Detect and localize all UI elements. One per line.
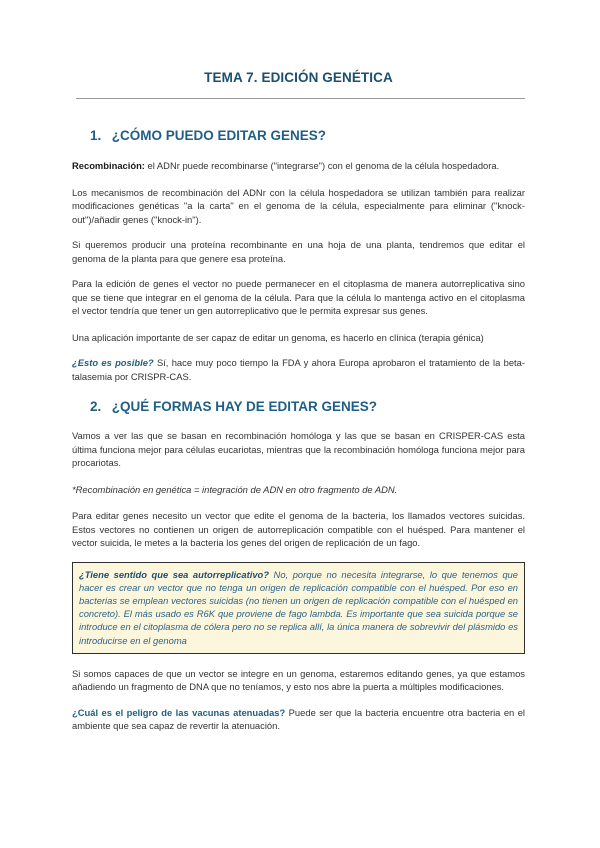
paragraph-esto-es-posible: ¿Esto es posible? Sí, hace muy poco tiempo la FDA y ahora Europa aprobaron el tratamiento de la beta-talasemia por CRISPR-CAS. (72, 357, 525, 382)
section-1-title: ¿CÓMO PUEDO EDITAR GENES? (111, 128, 327, 143)
paragraph-proteina-recombinante: Si queremos producir una proteína recombinante en una hoja de una planta, tendremos que editar el genoma de la planta para que genere esa proteína. (72, 239, 525, 264)
page-title: TEMA 7. EDICIÓN GENÉTICA (204, 70, 393, 85)
section-2-title: ¿QUÉ FORMAS HAY DE EDITAR GENES? (111, 399, 378, 414)
title-divider (76, 98, 525, 99)
question-label: ¿Esto es posible? (72, 357, 154, 368)
paragraph-formas-editar: Vamos a ver las que se basan en recombinación homóloga y las que se basan en CRISPER-CAS esta última funciona mejor para células eucariotas, mientras que la recombinación homóloga funciona mejor para procariotas. (72, 430, 525, 468)
paragraph-aplicacion-clinica: Una aplicación importante de ser capaz de editar un genoma, es hacerlo en clínica (terapia génica) (72, 331, 484, 343)
paragraph-recombinacion: Recombinación: el ADNr puede recombinarse ("integrarse") con el genoma de la célula hospedadora. (72, 160, 500, 171)
section-2-heading (72, 399, 525, 414)
paragraph-integracion-genoma: Si somos capaces de que un vector se integre en un genoma, estaremos editando genes, ya que estamos añadiendo un fragmento de DNA que no teníamos, y esto nos abre la puerta a múltiples modificaciones. (72, 667, 525, 693)
section-2-number: 2. (90, 399, 102, 414)
question-label-vacunas: ¿Cuál es el peligro de las vacunas atenuadas? (72, 706, 286, 718)
paragraph-edicion-genes: Para la edición de genes el vector no puede permanecer en el citoplasma de manera autorreplicativa sino que se tiene que integrar en el genoma de la célula. Para que la célula lo mantenga activo en el citoplasma el vector tendría que tener un gen autorreplicativo que le permita expresar sus genes. (72, 278, 525, 316)
section-1-number: 1. (90, 128, 102, 143)
section-1-heading (72, 128, 525, 143)
term-label: Recombinación: (72, 160, 145, 171)
paragraph-vectores-suicidas: Para editar genes necesito un vector que edite el genoma de la bacteria, los llamados vectores suicidas. Estos vectores no contienen un origen de autorreplicación compatible con el huésped. Para mantener el vector suicida, le metes a la bacteria los genes del origen de replicación de un fago. (72, 510, 525, 548)
paragraph-vacunas-atenuadas: ¿Cuál es el peligro de las vacunas atenuadas? Puede ser que la bacteria encuentre otra bacteria en el ambiente que sea capaz de revertir la atenuación. (72, 706, 525, 732)
paragraph-mecanismos: Los mecanismos de recombinación del ADNr con la célula hospedadora se utilizan también para realizar modificaciones genéticas "a la carta" en el genoma de la célula, especialmente para eliminar ("knock-out")/añadir genes ("knock-in"). (72, 186, 525, 225)
paragraph-nota-recombinacion: *Recombinación en genética = integración de ADN en otro fragmento de ADN. (72, 483, 398, 495)
highlight-callout-box (72, 562, 525, 654)
callout-question: ¿Tiene sentido que sea autorreplicativo? (79, 568, 269, 580)
callout-text: ¿Tiene sentido que sea autorreplicativo? No, porque no necesita integrarse, lo que tenemos que hacer es crear un vector que no tenga un origen de replicación compatible con el huésped. Por eso en bacterias se emplean vectores suicidas (no tienen un origen de replicación compatible con el huésped en concreto). El más usado es R6K que proviene de fago lambda. Es importante que sea suicida porque se introduce en el citoplasma de cólera pero no se replica allí, la única manera de sobrevivir del plásmido es introducirse en el genoma (79, 568, 518, 646)
